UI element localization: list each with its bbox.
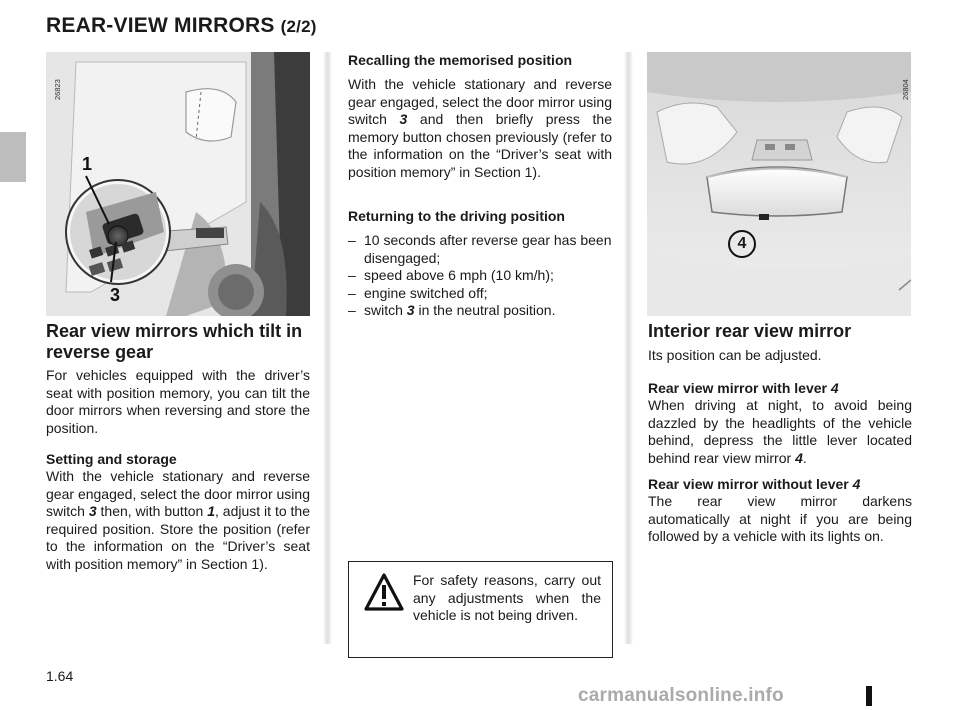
lever-paragraph: When driving at night, to avoid being dazzled by the headlights of the vehicle behind, depress the little lever located behind rear view mirror 4. bbox=[648, 397, 912, 466]
page-title bbox=[46, 14, 317, 38]
callout-3: 3 bbox=[110, 285, 121, 305]
return-conditions-list bbox=[348, 232, 612, 320]
return-heading: Returning to the driving position bbox=[348, 208, 565, 224]
nolever-heading-text: Rear view mirror without lever bbox=[648, 476, 849, 492]
button-number: 1 bbox=[207, 503, 215, 519]
switch-number: 3 bbox=[88, 503, 97, 519]
page-number: 1.64 bbox=[46, 668, 74, 684]
column-divider-right bbox=[624, 52, 633, 644]
list-item: – 10 seconds after reverse gear has been disengaged; bbox=[348, 232, 612, 267]
interior-intro: Its position can be adjusted. bbox=[648, 347, 822, 363]
section-heading-tilt-mirrors: Rear view mirrors which tilt in reverse gear bbox=[46, 321, 303, 362]
door-panel-illustration bbox=[46, 52, 310, 316]
lever-heading-text: Rear view mirror with lever bbox=[648, 380, 827, 396]
nolever-number: 4 bbox=[852, 476, 861, 492]
setting-heading: Setting and storage bbox=[46, 451, 177, 467]
recall-paragraph bbox=[348, 76, 612, 181]
setting-text-part1: With the vehicle stationary and reverse gear engaged, select the door mirror using switch bbox=[46, 468, 310, 519]
interior-mirror-photo bbox=[647, 52, 911, 316]
nolever-heading bbox=[648, 476, 912, 494]
door-mirror-switch-photo bbox=[46, 52, 310, 316]
warning-text: For safety reasons, carry out any adjustments when the vehicle is not being driven. bbox=[413, 572, 601, 623]
list-item: – engine switched off; bbox=[348, 285, 612, 303]
section-heading-interior-mirror: Interior rear view mirror bbox=[648, 321, 852, 341]
recall-text-part2: and then briefly press the memory button chosen previously (refer to the information on the “Driver’s seat with position memory” in Section 1). bbox=[348, 111, 612, 180]
setting-text-part2: then, with button bbox=[100, 503, 204, 519]
lever-number: 4 bbox=[830, 380, 839, 396]
recall-switch-number: 3 bbox=[399, 111, 408, 127]
lever-heading bbox=[648, 380, 912, 398]
callout-4: 4 bbox=[728, 230, 756, 258]
lever-text: When driving at night, to avoid being dazzled by the headlights of the vehicle behind, depress the little lever located behind rear view mirror bbox=[648, 397, 912, 466]
page-corner-mark bbox=[866, 686, 872, 706]
list-item bbox=[348, 302, 612, 320]
list-item: – speed above 6 mph (10 km/h); bbox=[348, 267, 612, 285]
figure-number: 26804 bbox=[901, 79, 910, 100]
column-divider-left bbox=[323, 52, 332, 644]
return-last-post: in the neutral position. bbox=[418, 302, 556, 318]
return-last-pre: switch bbox=[364, 302, 403, 318]
nolever-paragraph: The rear view mirror darkens automatically at night if you are being followed by a vehicle with its lights on. bbox=[648, 493, 912, 544]
page-title-text: REAR-VIEW MIRRORS bbox=[46, 14, 275, 37]
safety-warning-box bbox=[348, 561, 613, 658]
figure-number: 26823 bbox=[53, 79, 62, 100]
page-title-part: (2/2) bbox=[280, 17, 317, 36]
recall-text-part1: With the vehicle stationary and reverse gear engaged, select the door mirror using switch bbox=[348, 76, 612, 127]
callout-1: 1 bbox=[82, 154, 93, 174]
lever-text-number: 4 bbox=[795, 449, 803, 466]
recall-heading: Recalling the memorised position bbox=[348, 52, 573, 68]
tilt-intro-paragraph: For vehicles equipped with the driver’s seat with position memory, you can tilt the door mirrors when reversing and store the position. bbox=[46, 367, 310, 436]
setting-text-part3: , adjust it to the required position. Store the position (refer to the information on the “Driver’s seat with position memory” in Section 1). bbox=[46, 503, 310, 572]
warning-icon bbox=[363, 572, 405, 617]
section-tab bbox=[0, 132, 26, 182]
setting-paragraph bbox=[46, 468, 310, 573]
watermark: carmanualsonline.info bbox=[578, 685, 784, 706]
return-switch-number: 3 bbox=[406, 302, 415, 318]
interior-mirror-illustration bbox=[647, 52, 911, 316]
